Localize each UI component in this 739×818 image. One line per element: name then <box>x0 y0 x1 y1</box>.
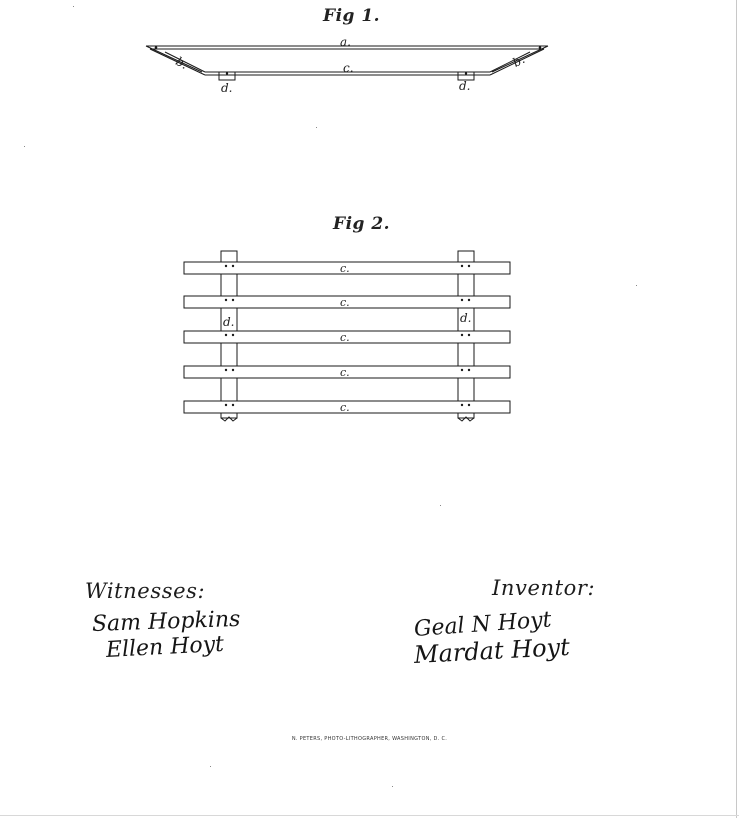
inventor-signature-1: Geal N Hoyt <box>413 607 553 642</box>
figure-1-title: Fig 1. <box>323 6 381 26</box>
board-label-4: c. <box>340 366 350 379</box>
label-post-left: d. <box>221 81 233 95</box>
label-top-board: a. <box>340 35 351 49</box>
board-label-5: c. <box>340 401 350 414</box>
witnesses-heading: Witnesses: <box>85 579 206 603</box>
post-label-right: d. <box>460 311 472 325</box>
label-frame-board: c. <box>343 61 354 75</box>
witness-signature-1: Sam Hopkins <box>91 606 241 637</box>
board-label-2: c. <box>340 296 350 309</box>
printer-credit: N. PETERS, PHOTO-LITHOGRAPHER, WASHINGTON, D. C. <box>291 736 448 742</box>
sheet-edge-bottom <box>0 815 739 816</box>
inventor-heading: Inventor: <box>492 576 596 600</box>
label-brace-right: b. <box>510 52 528 70</box>
figure-2-title: Fig 2. <box>333 214 391 234</box>
witness-signature-2: Ellen Hoyt <box>105 631 225 663</box>
inventor-signature-2: Mardat Hoyt <box>413 632 571 669</box>
label-post-right: d. <box>459 79 471 93</box>
post-label-left: d. <box>223 315 235 329</box>
board-label-1: c. <box>340 262 350 275</box>
board-label-3: c. <box>340 331 350 344</box>
label-brace-left: b. <box>173 54 191 72</box>
